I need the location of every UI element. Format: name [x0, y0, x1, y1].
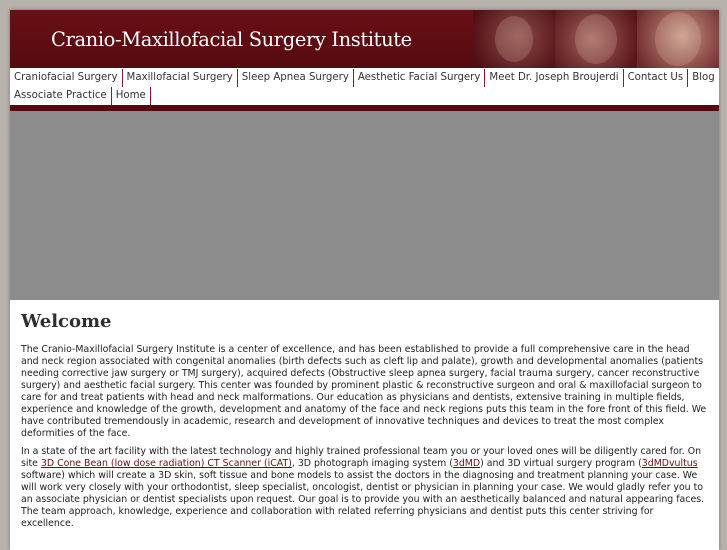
- nav-row-2: [10, 87, 719, 105]
- facility-text-4: software) which will create a 3D skin, soft tissue and bone models to assist the doctors in the diagnosing and treatment planning your case. We will work very closely with your orthodontist, sleep specialist, oncologist, dentist or physician in planning your case. We would gladly refer you to an associate physician or dentist specialists upon request. Our goal is to provide you with an aesthetically balanced and natural appearing faces. The team approach, knowledge, experience and collaboration with related referring physicians and dentist puts this center striving for excellence.: [21, 470, 705, 529]
- header-photos: [473, 10, 719, 68]
- facility-text-1: In a state of the art facility with the latest technology and highly trained professional team you or your loved ones will be diligently cared for. On site: [21, 446, 702, 469]
- nav-sleep-apnea-surgery[interactable]: Sleep Apnea Surgery: [238, 69, 354, 87]
- nav-aesthetic-facial-surgery[interactable]: Aesthetic Facial Surgery: [354, 69, 486, 87]
- link-3dmd[interactable]: 3dMD: [452, 458, 481, 469]
- welcome-heading: Welcome: [21, 311, 112, 332]
- nav-craniofacial-surgery[interactable]: Craniofacial Surgery: [10, 69, 123, 87]
- facility-text-3: ) and 3D virtual surgery program (: [480, 458, 642, 469]
- nav-home[interactable]: Home: [112, 87, 151, 105]
- nav-meet-dr-broujerdi[interactable]: Meet Dr. Joseph Broujerdi: [485, 69, 623, 87]
- nav-associate-practice[interactable]: Associate Practice: [10, 87, 112, 105]
- header-photo-child: [473, 10, 555, 68]
- header-photo-girl: [555, 10, 637, 68]
- site-header: [10, 10, 719, 68]
- site-title[interactable]: Cranio-Maxillofacial Surgery Institute: [51, 28, 412, 51]
- link-3dmdvultus[interactable]: 3dMDvultus: [641, 458, 698, 469]
- intro-paragraph: The Cranio-Maxillofacial Surgery Institute is a center of excellence, and has been established to provide a full comprehensive care in the head and neck region associated with congenital anomalies (birth defects such as cleft lip and palate), growth and developmental anomalies (patients needing corrective jaw surgery or TMJ surgery), acquired defects (Obstructive sleep apnea surgery, facial trauma surgery, cancer reconstructive surgery) and aesthetic facial surgery. This center was founded by prominent plastic & reconstructive surgeon and oral & maxillofacial surgeon to care for and treat patients with head and neck malformations. Our education as physicians and dentists, extensive training in multiple fields, experience and knowledge of the growth, development and anatomy of the face and neck regions puts this team in the fore front of this field. We have contributed tremendously in academic, research and development of innovative techniques and devices to treat the most complex deformities of the face.: [21, 344, 707, 439]
- nav-blog[interactable]: Blog: [688, 69, 719, 87]
- header-photo-woman: [637, 10, 719, 68]
- nav-contact-us[interactable]: Contact Us: [624, 69, 689, 87]
- page-frame: [10, 10, 719, 550]
- facility-paragraph: [21, 446, 708, 530]
- main-navigation: [10, 68, 719, 111]
- link-cone-beam-ct[interactable]: 3D Cone Bean (low dose radiation) CT Scanner (iCAT): [40, 458, 292, 469]
- nav-row-1: [10, 69, 719, 87]
- main-content: [10, 300, 719, 530]
- nav-maxillofacial-surgery[interactable]: Maxillofacial Surgery: [123, 69, 238, 87]
- banner-slideshow: [10, 111, 719, 300]
- facility-text-2: , 3D photograph imaging system (: [291, 458, 453, 469]
